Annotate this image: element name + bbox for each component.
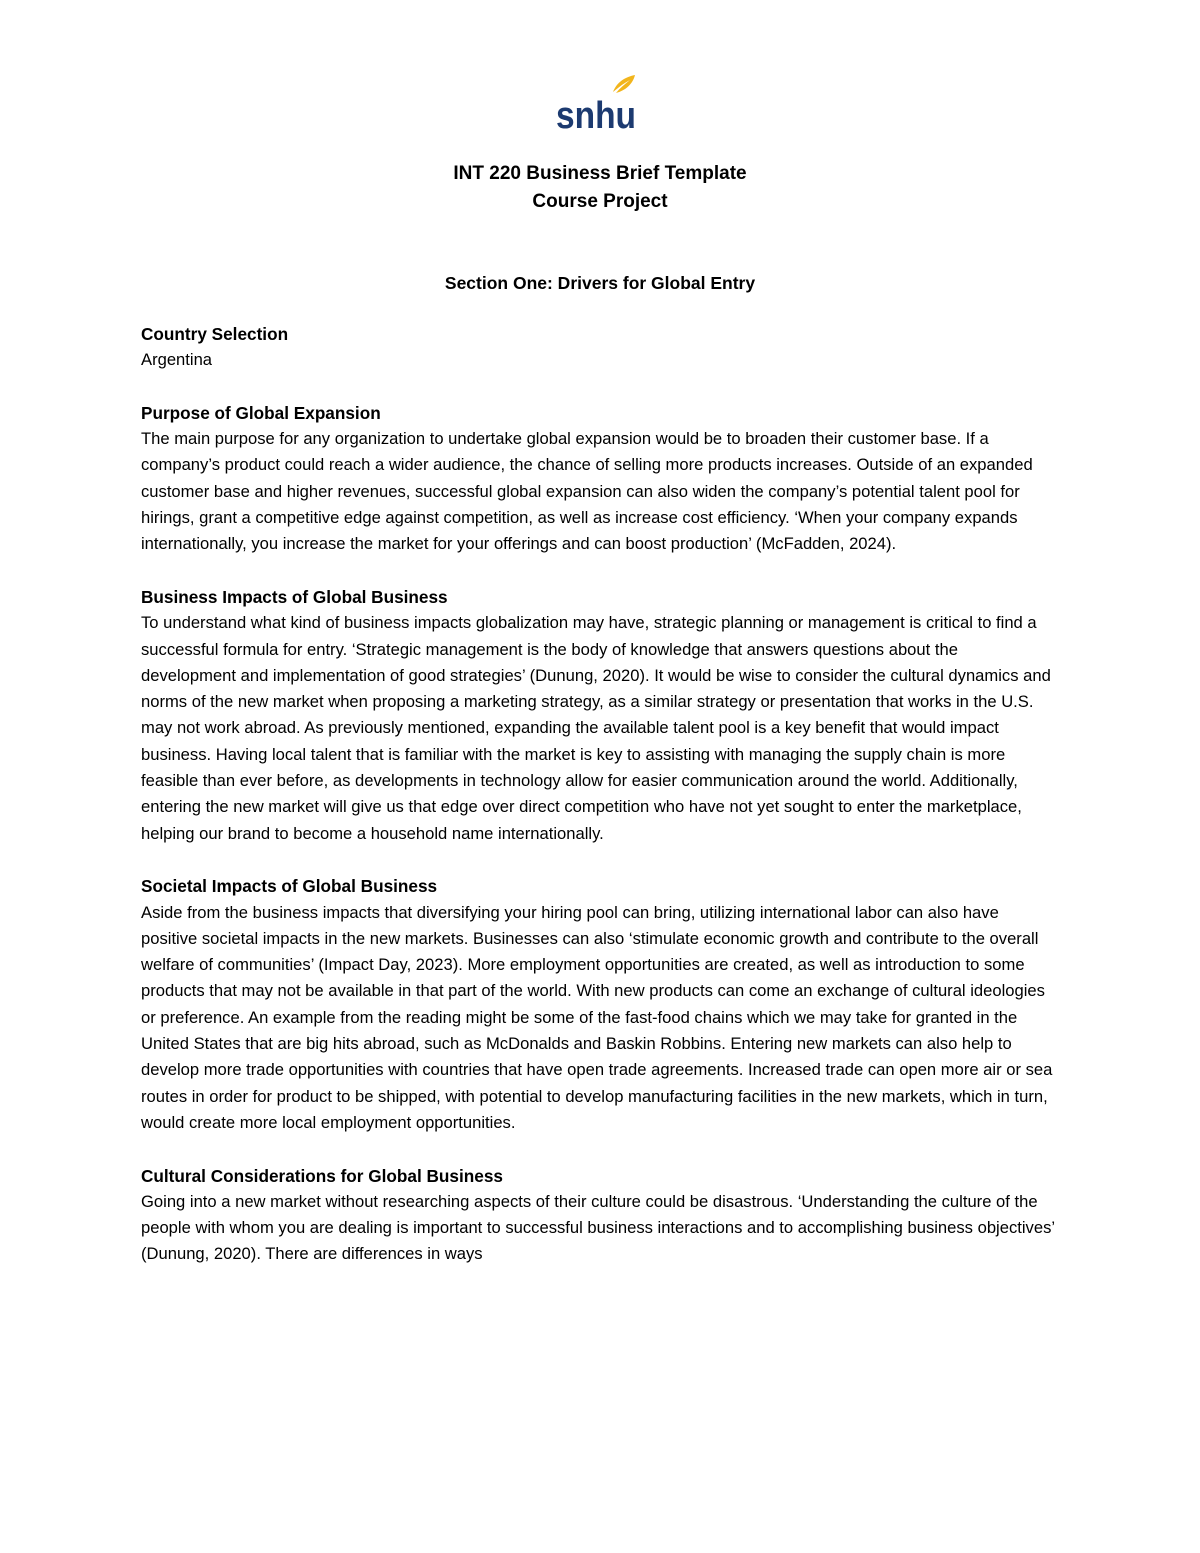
snhu-logo — [553, 74, 643, 132]
section-heading: Societal Impacts of Global Business — [141, 876, 438, 897]
section-heading: Purpose of Global Expansion — [141, 402, 381, 423]
section-heading: Cultural Considerations for Global Business — [141, 1165, 503, 1186]
section-paragraph: The main purpose for any organization to undertake global expansion would be to broaden their customer base. If a company’s product could reach a wider audience, the chance of selling more products increases. Outside of an expanded customer base and higher revenues, successful global expansion can also widen the company’s potential talent pool for hirings, grant a competitive edge against competition, as well as increase cost efficiency. ‘When your company expands internationally, you increase the market for your offerings and can boost production’ (McFadden, 2024). — [141, 429, 1033, 554]
section-purpose-of-global-expansion — [141, 400, 1056, 558]
section-paragraph: Going into a new market without researching aspects of their culture could be disastrous. ‘Understanding the culture of the people with whom you are dealing is important to successful business interactions and to accomplishing business objectives’ (Dunung, 2020). There are differences in ways — [141, 1191, 1055, 1264]
section-paragraph: Argentina — [141, 350, 213, 370]
section-heading: Country Selection — [141, 324, 289, 344]
section-cultural-considerations — [141, 1163, 1056, 1268]
section-societal-impacts — [141, 873, 1056, 1136]
section-paragraph: Aside from the business impacts that diversifying your hiring pool can bring, utilizing international labor can also have positive societal impacts in the new markets. Businesses can also ‘stimulate economic growth and contribute to the overall welfare of communities’ (Impact Day, 2023). More employment opportunities are created, as well as introduction to some products that may not be available in that part of the world. With new products can come an exchange of cultural ideologies or preference. An example from the reading might be some of the fast-food chains which we may take for granted in the United States that are big hits abroad, such as McDonalds and Baskin Robbins. Entering new markets can also help to develop more trade opportunities with countries that have open trade agreements. Increased trade can open more air or sea routes in order for product to be shipped, with potential to develop manufacturing facilities in the new markets, which in turn, would create more local employment opportunities. — [141, 902, 1053, 1132]
document-body — [141, 321, 1056, 1294]
document-subtitle: Course Project — [532, 191, 668, 212]
section-heading: Business Impacts of Global Business — [141, 586, 448, 607]
leaf-icon — [613, 75, 635, 93]
snhu-logo-graphic — [553, 74, 643, 132]
section-country-selection — [141, 321, 1056, 374]
section-business-impacts — [141, 584, 1056, 847]
document-titles — [0, 160, 1200, 216]
section-paragraph: To understand what kind of business impacts globalization may have, strategic planning or management is critical to find a successful formula for entry. ‘Strategic management is the body of knowledge that answers questions about the development and implementation of good strategies’ (Dunung, 2020). It would be wise to consider the cultural dynamics and norms of the new market when proposing a marketing strategy, as a similar strategy or presentation that works in the U.S. may not work abroad. As previously mentioned, expanding the available talent pool is a key benefit that would impact business. Having local talent that is familiar with the market is key to assisting with managing the supply chain is more feasible than ever before, as developments in technology allow for easier communication around the world. Additionally, entering the new market will give us that edge over direct competition who have not yet sought to enter the marketplace, helping our brand to become a household name internationally. — [141, 613, 1051, 843]
section-title: Section One: Drivers for Global Entry — [444, 273, 756, 293]
document-title: INT 220 Business Brief Template — [453, 163, 747, 184]
logo-wordmark: snhu — [556, 95, 636, 132]
